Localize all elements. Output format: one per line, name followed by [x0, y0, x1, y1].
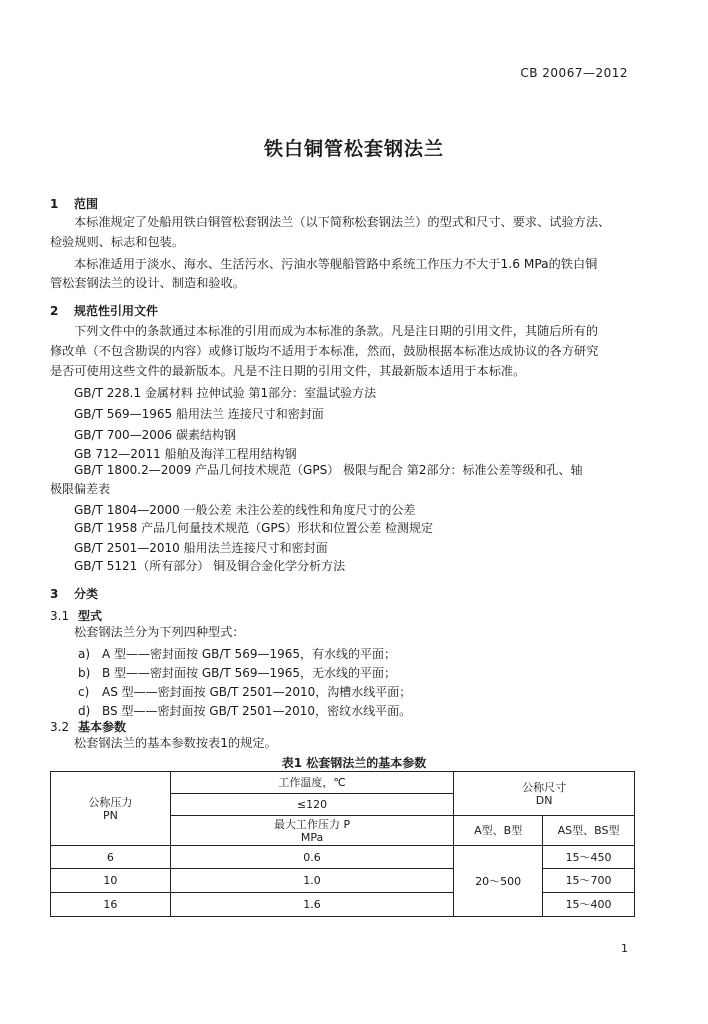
- section-title: 分类: [74, 587, 99, 601]
- list-text: BS 型——密封面按 GB/T 2501—2010，密纹水线平面。: [102, 704, 412, 718]
- list-text: B 型——密封面按 GB/T 569—1965，无水线的平面；: [102, 666, 397, 680]
- table-caption: 表1 松套钢法兰的基本参数: [281, 756, 427, 770]
- cell-ab-range: 20～500: [454, 846, 543, 917]
- section-number: 3: [50, 587, 59, 601]
- cell-pn: 16: [51, 893, 171, 917]
- list-item: [78, 683, 411, 700]
- list-item: [78, 645, 396, 662]
- paragraph-line: 松套钢法兰的基本参数按表1的规定。: [74, 736, 277, 750]
- cell-asbs-range: 15～400: [543, 893, 635, 917]
- header-text: PN: [102, 808, 118, 822]
- subsection-title: 型式: [78, 609, 103, 623]
- paragraph-line: 下列文件中的条款通过本标准的引用而成为本标准的条款。凡是注日期的引用文件，其随后所有的: [74, 324, 599, 338]
- reference-item: GB/T 1804—2000 一般公差 未注公差的线性和角度尺寸的公差: [74, 503, 416, 517]
- header-text: MPa: [300, 830, 324, 844]
- reference-item: GB/T 2501—2010 船用法兰连接尺寸和密封面: [74, 541, 328, 555]
- reference-item: GB/T 700—2006 碳素结构钢: [74, 428, 236, 442]
- header-text: 最大工作压力 P: [273, 817, 351, 831]
- header-text: 公称压力: [88, 795, 133, 809]
- cell-pn: 6: [51, 846, 171, 869]
- header-text: DN: [535, 793, 553, 807]
- list-item: [78, 664, 396, 681]
- reference-item: GB 712—2011 船舶及海洋工程用结构钢: [74, 447, 297, 461]
- subsection-number: 3.2: [50, 720, 70, 734]
- section-title: 规范性引用文件: [74, 304, 159, 318]
- header-max-working-pressure: [170, 816, 453, 846]
- list-item: [78, 702, 411, 719]
- subsection-title: 基本参数: [78, 720, 127, 734]
- section-3-heading: [50, 585, 98, 602]
- cell-pmax: 1.0: [170, 869, 453, 893]
- cell-asbs-range: 15～450: [543, 846, 635, 869]
- reference-item: GB/T 1958 产品几何量技术规范（GPS）形状和位置公差 检测规定: [74, 521, 434, 535]
- cell-pn: 10: [51, 869, 171, 893]
- paragraph-line: 本标准适用于淡水、海水、生活污水、污油水等舰船管路中系统工作压力不大于1.6 MPa的铁白铜: [74, 257, 598, 271]
- header-type-asbs: AS型、BS型: [543, 816, 635, 846]
- paragraph-line: 检验规则、标志和包装。: [50, 235, 185, 249]
- header-type-ab: A型、B型: [454, 816, 543, 846]
- section-number: 2: [50, 304, 59, 318]
- header-text: 公称尺寸: [522, 780, 567, 794]
- section-number: 1: [50, 197, 59, 211]
- document-title: 铁白铜管松套钢法兰: [263, 138, 444, 160]
- list-text: A 型——密封面按 GB/T 569—1965，有水线的平面；: [102, 647, 397, 661]
- cell-asbs-range: 15～700: [543, 869, 635, 893]
- header-working-temperature: 工作温度，℃: [170, 772, 453, 794]
- list-marker: c): [78, 685, 90, 699]
- paragraph-line: 松套钢法兰分为下列四种型式：: [74, 625, 245, 639]
- parameters-table: [50, 771, 635, 917]
- paragraph-line: 管松套钢法兰的设计、制造和验收。: [50, 276, 245, 290]
- cell-pmax: 1.6: [170, 893, 453, 917]
- section-title: 范围: [74, 197, 99, 211]
- list-text: AS 型——密封面按 GB/T 2501—2010，沟槽水线平面；: [102, 685, 412, 699]
- page-number: 1: [621, 942, 628, 955]
- list-marker: b): [78, 666, 91, 680]
- header-nominal-pressure: [51, 772, 171, 846]
- paragraph-line: 修改单（不包含勘误的内容）或修订版均不适用于本标准，然而，鼓励根据本标准达成协议的各方研究: [50, 344, 599, 358]
- list-marker: a): [78, 647, 91, 661]
- reference-item: GB/T 228.1 金属材料 拉伸试验 第1部分：室温试验方法: [74, 386, 377, 400]
- standard-code: CB 20067—2012: [520, 66, 628, 80]
- header-temperature-value: ≤120: [170, 794, 453, 816]
- cell-pmax: 0.6: [170, 846, 453, 869]
- reference-item: GB/T 1800.2—2009 产品几何技术规范（GPS） 极限与配合 第2部分：标准公差等级和孔、轴: [74, 463, 583, 477]
- header-nominal-size: [454, 772, 635, 816]
- list-marker: d): [78, 704, 91, 718]
- paragraph-line: 本标准规定了处船用铁白铜管松套钢法兰（以下简称松套钢法兰）的型式和尺寸、要求、试验方法、: [74, 215, 611, 229]
- reference-item: GB/T 569—1965 船用法兰 连接尺寸和密封面: [74, 407, 324, 421]
- section-1-heading: [50, 195, 98, 212]
- reference-item: GB/T 5121（所有部分） 铜及铜合金化学分析方法: [74, 559, 346, 573]
- paragraph-line: 是否可使用这些文件的最新版本。凡是不注日期的引用文件，其最新版本适用于本标准。: [50, 364, 526, 378]
- subsection-number: 3.1: [50, 609, 70, 623]
- reference-item-continued: 极限偏差表: [50, 482, 111, 496]
- section-2-heading: [50, 302, 158, 319]
